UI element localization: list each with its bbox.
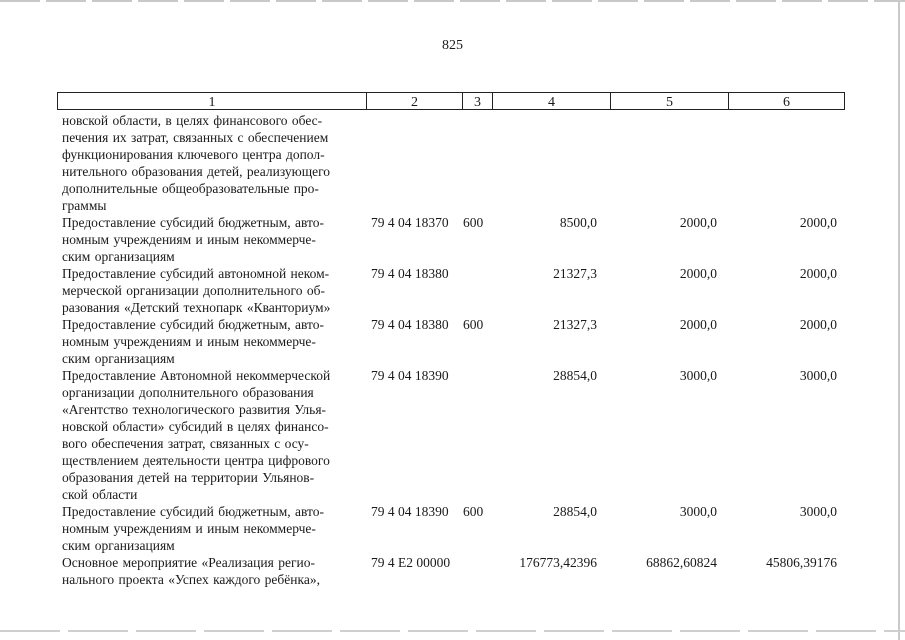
description-line: вого обеспечения затрат, связанных с осу- — [62, 436, 309, 451]
table-row — [62, 214, 845, 265]
row-amount-col5: 3000,0 — [679, 368, 717, 383]
row-amount-col4: 8500,0 — [559, 215, 597, 230]
description-line: организации дополнительного образования — [62, 385, 314, 400]
table-header — [57, 92, 845, 110]
page-number: 825 — [442, 38, 463, 53]
table-body — [62, 112, 845, 588]
description-line: образования детей на территории Ульянов- — [62, 470, 315, 485]
row-description — [62, 367, 362, 503]
row-amount-col5: 68862,60824 — [646, 555, 717, 570]
header-col-1: 1 — [208, 95, 216, 110]
description-line: ским организациям — [62, 351, 175, 366]
row-code: 79 4 04 18390 — [371, 504, 449, 519]
header-col-4: 4 — [492, 93, 610, 109]
row-amount-col4: 21327,3 — [553, 266, 597, 281]
row-description — [62, 316, 362, 367]
row-description — [62, 265, 362, 316]
page-edge-bottom — [0, 630, 905, 632]
description-line: номным учреждениям и иным некоммерче- — [62, 232, 316, 247]
description-line: мерческой организации дополнительного об- — [62, 283, 325, 298]
row-code: 79 4 04 18370 — [371, 215, 449, 230]
table-row — [62, 367, 845, 503]
description-line: номным учреждениям и иным некоммерче- — [62, 334, 316, 349]
description-line: ской области — [62, 487, 138, 502]
description-line: ским организациям — [62, 249, 175, 264]
row-amount-col5: 2000,0 — [679, 266, 717, 281]
header-col-5: 5 — [610, 93, 728, 109]
description-line: граммы — [62, 198, 107, 213]
row-code: 79 4 E2 00000 — [371, 555, 451, 570]
description-line: ществлением деятельности центра цифрового — [62, 453, 330, 468]
row-amount-col6: 45806,39176 — [766, 555, 837, 570]
row-amount-col6: 2000,0 — [799, 266, 837, 281]
row-description — [62, 214, 362, 265]
row-amount-col4: 28854,0 — [553, 504, 597, 519]
description-line: ским организациям — [62, 538, 175, 553]
description-line: «Агентство технологического развития Улья- — [62, 402, 327, 417]
description-line: новской области» субсидий в целях финансо- — [62, 419, 329, 434]
row-amount-col6: 2000,0 — [799, 215, 837, 230]
description-line: нительного образования детей, реализующего — [62, 164, 331, 179]
row-amount-col4: 176773,42396 — [519, 555, 597, 570]
row-code: 79 4 04 18380 — [371, 317, 449, 332]
page-edge-right — [898, 0, 900, 640]
description-line: Предоставление субсидий бюджетным, авто- — [62, 317, 324, 332]
description-line: дополнительные общеобразовательные про- — [62, 181, 319, 196]
description-line: Предоставление субсидий автономной неком- — [62, 266, 330, 281]
row-amount-col4: 28854,0 — [553, 368, 597, 383]
description-line: Основное мероприятие «Реализация регио- — [62, 555, 315, 570]
row-amount-col5: 2000,0 — [679, 317, 717, 332]
row-code: 79 4 04 18390 — [371, 368, 449, 383]
row-expense-type: 600 — [463, 317, 484, 332]
row-expense-type: 600 — [463, 215, 484, 230]
row-amount-col5: 3000,0 — [679, 504, 717, 519]
description-line: нального проекта «Успех каждого ребёнка», — [62, 572, 320, 587]
table-row — [62, 554, 845, 588]
description-line: функционирования ключевого центра допол- — [62, 147, 325, 162]
table-row — [62, 503, 845, 554]
row-amount-col6: 3000,0 — [799, 368, 837, 383]
row-description — [62, 112, 362, 214]
row-amount-col6: 2000,0 — [799, 317, 837, 332]
row-expense-type: 600 — [463, 504, 484, 519]
description-line: Предоставление субсидий бюджетным, авто- — [62, 504, 324, 519]
description-line: новской области, в целях финансового обес- — [62, 113, 323, 128]
description-line: Предоставление Автономной некоммерческой — [62, 368, 331, 383]
header-col-2: 2 — [366, 93, 462, 109]
description-line: номным учреждениям и иным некоммерче- — [62, 521, 316, 536]
description-line: печения их затрат, связанных с обеспечением — [62, 130, 329, 145]
table-row — [62, 112, 845, 214]
header-col-3: 3 — [462, 93, 492, 109]
row-amount-col5: 2000,0 — [679, 215, 717, 230]
row-description — [62, 554, 362, 588]
row-description — [62, 503, 362, 554]
table-row — [62, 265, 845, 316]
row-amount-col4: 21327,3 — [553, 317, 597, 332]
row-amount-col6: 3000,0 — [799, 504, 837, 519]
header-col-6: 6 — [728, 93, 844, 109]
page-edge-top — [0, 0, 905, 2]
description-line: разования «Детский технопарк «Кванториум» — [62, 300, 331, 315]
description-line: Предоставление субсидий бюджетным, авто- — [62, 215, 324, 230]
table-row — [62, 316, 845, 367]
row-code: 79 4 04 18380 — [371, 266, 449, 281]
